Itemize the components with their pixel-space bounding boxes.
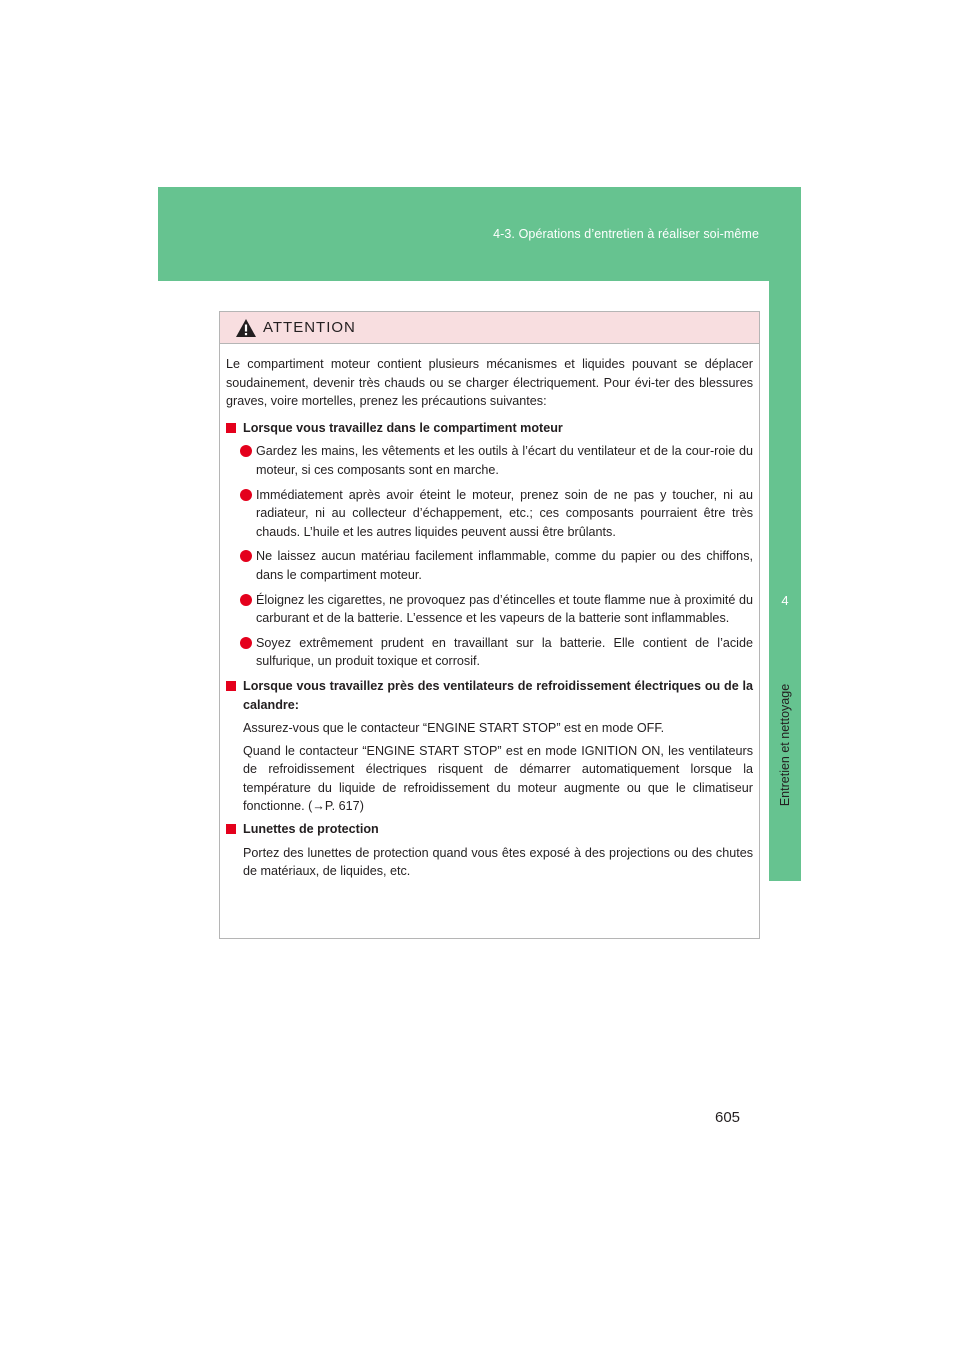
red-square-marker bbox=[226, 423, 236, 433]
chapter-label: Entretien et nettoyage bbox=[778, 683, 792, 807]
warning-triangle-icon bbox=[235, 318, 257, 338]
list-item: Soyez extrêmement prudent en travaillant sur la batterie. Elle contient de l’acide sulfurique, un produit toxique et corrosif. bbox=[226, 634, 753, 671]
caution-title: ATTENTION bbox=[263, 319, 356, 336]
red-bullet-icon bbox=[240, 550, 252, 562]
caution-body bbox=[220, 344, 759, 881]
paragraph: Portez des lunettes de protection quand vous êtes exposé à des projections ou des chutes de matériaux, de liquides, etc. bbox=[243, 845, 753, 879]
list-item: Immédiatement après avoir éteint le moteur, prenez soin de ne pas y toucher, ni au radiateur, ni au collecteur d’échappement, etc.; ces composants pourraient être très chauds. L’huile et les autres liquides peuvent aussi être brûlants. bbox=[226, 486, 753, 542]
section-heading-cooling-fans: Lorsque vous travaillez près des ventilateurs de refroidissement électriques ou de la calandre: bbox=[226, 677, 753, 714]
section-title: 4-3. Opérations d’entretien à réaliser soi-même bbox=[493, 227, 759, 241]
section-header-band bbox=[158, 187, 801, 281]
list-item: Éloignez les cigarettes, ne provoquez pas d’étincelles et toute flamme nue à proximité du carburant et de la batterie. L’essence et les vapeurs de la batterie sont inflammables. bbox=[226, 591, 753, 628]
caution-box bbox=[219, 311, 760, 939]
red-bullet-icon bbox=[240, 594, 252, 606]
red-square-marker bbox=[226, 824, 236, 834]
chapter-number: 4 bbox=[781, 593, 789, 608]
paragraph: Quand le contacteur “ENGINE START STOP” est en mode IGNITION ON, les ventilateurs de refroidissement électriques risquent de démarrer automatiquement lorsque la température du liquide de refroidissement du moteur augmente ou que le climatiseur fonctionne. (→P. 617) bbox=[243, 743, 753, 814]
red-square-marker bbox=[226, 681, 236, 691]
caution-intro: Le compartiment moteur contient plusieurs mécanismes et liquides pouvant se déplacer soudainement, devenir très chauds ou se charger électriquement. Pour évi-ter des blessures graves, voire mortelles, prenez les précautions suivantes: bbox=[226, 357, 753, 409]
red-bullet-icon bbox=[240, 637, 252, 649]
red-bullet-icon bbox=[240, 445, 252, 457]
caution-header bbox=[220, 312, 759, 344]
list-item: Ne laissez aucun matériau facilement inflammable, comme du papier ou des chiffons, dans le compartiment moteur. bbox=[226, 547, 753, 584]
paragraph: Assurez-vous que le contacteur “ENGINE START STOP” est en mode OFF. bbox=[243, 721, 665, 736]
section-heading-engine-compartment: Lorsque vous travaillez dans le compartiment moteur bbox=[226, 419, 753, 438]
list-item: Gardez les mains, les vêtements et les outils à l’écart du ventilateur et de la cour-roie du moteur, si ces composants sont en marche. bbox=[226, 442, 753, 479]
section-heading-protective-glasses: Lunettes de protection bbox=[226, 820, 753, 839]
page-number: 605 bbox=[715, 1109, 741, 1126]
red-bullet-icon bbox=[240, 489, 252, 501]
